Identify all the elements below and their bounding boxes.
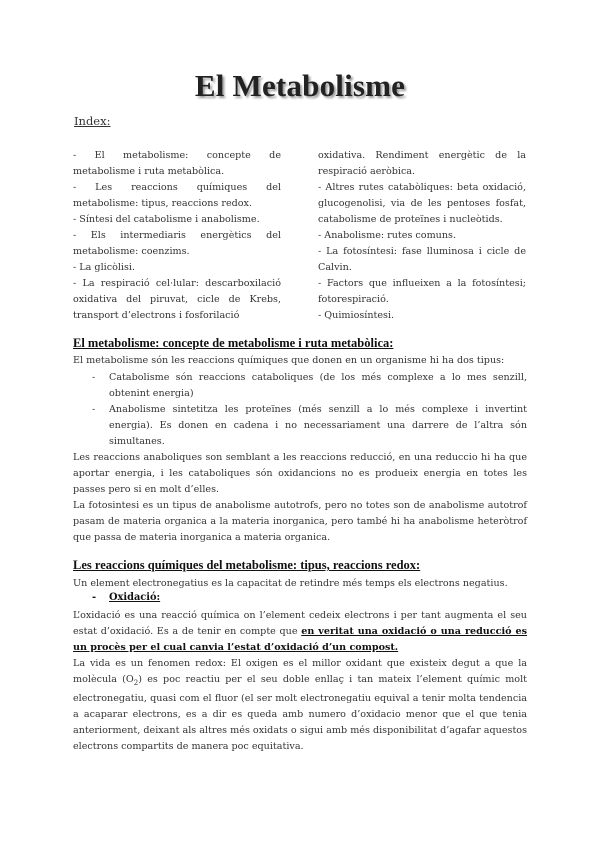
- index-item: - El metabolisme: concepte de metabolisme i ruta metabòlica.: [73, 150, 281, 177]
- index-item: - La fotosíntesi: fase lluminosa i cicle de Calvin.: [318, 246, 526, 273]
- section1-intro: El metabolisme són les reaccions químiques que donen en un organisme hi ha dos tipus:: [73, 355, 505, 366]
- bullet-marker: -: [92, 372, 96, 383]
- section-heading-metabolisme: El metabolisme: concepte de metabolisme i ruta metabòlica:: [73, 336, 394, 350]
- subheading-oxidacio: [92, 592, 160, 603]
- index-label: Index:: [74, 114, 111, 128]
- section2-paragraph-2: [73, 656, 527, 755]
- highlighted-text: en veritat una oxidació o una reducció es un procès per el cual canvia l’estat d’oxidació d’un compost.: [73, 626, 527, 653]
- list-item-text: Anabolisme sintetitza les proteïnes (més senzill a lo més complexe i invertint energia). Es donen en cadena i no necessariament una darrere de l’altra són simultanes.: [109, 404, 527, 447]
- index-item: - Síntesi del catabolisme i anabolisme.: [73, 214, 260, 225]
- index-item: - Factors que influeixen a la fotosíntesi; fotorespiració.: [318, 278, 526, 305]
- list-item-text: Catabolisme són reaccions cataboliques (de los més complexe a lo mes senzill, obtenint energia): [109, 372, 527, 399]
- index-item: - Anabolisme: rutes comuns.: [318, 230, 456, 241]
- index-column-left: [73, 148, 281, 324]
- section1-paragraph-2: La fotosintesi es un tipus de anabolisme autotrofs, pero no totes son de anabolisme autotrof pasam de materia organica a la materia inorganica, pero també hi ha anabolisme heteròtrof que passa de materia inorganica a materia organica.: [73, 500, 527, 543]
- section2-intro: Un element electronegatius es la capacitat de retindre més temps els electrons negatius.: [73, 578, 508, 589]
- paragraph-text: L’oxidació es una reacció química on l’element cedeix electrons i per tant augmenta el seu estat d’oxidació. Es a de tenir en compte que: [73, 610, 527, 637]
- index-column-right: [318, 148, 526, 324]
- list-item-catabolisme: [92, 370, 527, 402]
- index-item: oxidativa. Rendiment energètic de la respiració aeròbica.: [318, 150, 526, 177]
- section2-paragraph-1: [73, 608, 527, 656]
- index-item: - La glicòlisi.: [73, 262, 136, 273]
- index-item: - Els intermediaris energètics del metabolisme: coenzims.: [73, 230, 281, 257]
- index-item: - Quimiosíntesi.: [318, 310, 395, 321]
- paragraph-text: La vida es un fenomen redox: El oxigen es el millor oxidant que existeix degut a que la molècula (O: [73, 658, 527, 685]
- section-heading-reaccions: Les reaccions químiques del metabolisme: tipus, reaccions redox:: [73, 558, 421, 572]
- bullet-marker: -: [92, 404, 96, 415]
- index-item: - La respiració cel·lular: descarboxilació oxidativa del piruvat, cicle de Krebs, transport d’electrons i fosforilació: [73, 278, 281, 321]
- page-title: El Metabolisme: [194, 68, 406, 103]
- subheading-label: Oxidació:: [109, 592, 161, 603]
- index-item: - Les reaccions químiques del metabolisme: tipus, reaccions redox.: [73, 182, 281, 209]
- subheading-marker: -: [92, 592, 97, 603]
- paragraph-text-continued: ) es poc reactiu per el seu doble enllaç i tan mateix l’element químic molt electronegatiu, quasi com el fluor (el ser molt electronegatiu equival a tenir molta tendencia a acaparar electrons, es a dir es queda amb numero d’oxidacio menor que el que tenia anteriorment, deixant als altres més oxidats o sigui amb més disponibilitat d’agafar aquestos electrons compartits de manera poc equitativa.: [73, 674, 527, 752]
- list-item-anabolisme: [92, 402, 527, 450]
- section1-paragraph-1: Les reaccions anaboliques son semblant a les reaccions reducció, en una reduccio hi ha que aportar energia, i les cataboliques són oxidancions no es produeix energia en totes les passes pero si en molt d’elles.: [73, 452, 527, 495]
- subscript-number: 2: [133, 678, 139, 687]
- index-item: - Altres rutes catabòliques: beta oxidació, glucogenolisi, via de les pentoses fosfat, catabolisme de proteïnes i nucleòtids.: [318, 182, 526, 225]
